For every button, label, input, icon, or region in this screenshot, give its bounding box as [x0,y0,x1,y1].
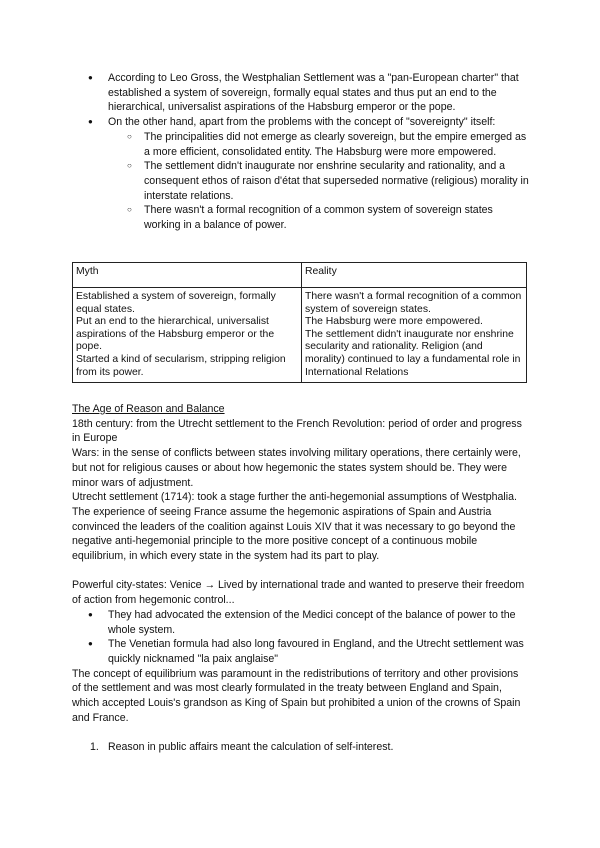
reality-line: There wasn't a formal recognition of a common system of sovereign states. [305,291,522,315]
reality-line: The settlement didn't inaugurate nor enshrine secularity and rationality. Religion (and morality) continued to lay a fundamental role in International Relations [305,328,521,378]
sub-list-item: ○ The principalities did not emerge as clearly sovereign, but the empire emerged as a more efficient, consolidated entity. The Habsburg were more empowered. [72,130,530,159]
paragraph-equilibrium: The concept of equilibrium was paramount in the redistributions of territory and other provisions of the settlement and was most clearly formulated in the treaty between England and Spain, which accepted Louis's grandson as King of Spain but prohibited a union of the crowns of Spain and France. [72,667,521,724]
myth-line: Put an end to the hierarchical, universalist aspirations of the Habsburg emperor or the pope. [76,316,275,353]
paragraph: Wars: in the sense of conflicts between states involving military operations, there certainly were, but not for religious causes or about how hegemonic the states system should be. They were minor wars of adjustment. [72,447,521,489]
table-header-myth: Myth [73,263,302,288]
sub-list-item: ○ The settlement didn't inaugurate nor enshrine secularity and rationality, and a consequent ethos of raison d'état that superseded normative (religious) morality in interstate relations. [72,159,530,203]
myth-line: Established a system of sovereign, formally equal states. [76,291,276,315]
list-item: ● According to Leo Gross, the Westphalian Settlement was a "pan-European charter" that established a system of sovereign, formally equal states and thus put an end to the hierarchical, universalist aspirations of the Habsburg emperor or the pope. [72,71,530,115]
myth-reality-table [72,262,527,383]
reality-cell [302,288,527,383]
section-age-of-reason [72,402,530,755]
numbered-item [72,740,530,755]
sub-list-item: ○ There wasn't a formal recognition of a common system of sovereign states working in a balance of power. [72,203,530,232]
top-bullet-list [72,71,530,233]
item-number: 1. [90,741,99,754]
table-header-reality: Reality [302,263,527,288]
list-item: ● They had advocated the extension of the Medici concept of the balance of power to the whole system. [72,608,530,637]
list-item: ● The Venetian formula had also long favoured in England, and the Utrecht settlement was quickly nicknamed "la paix anglaise" [72,637,530,666]
paragraph: The experience of seeing France assume the hegemonic aspirations of Spain and Austria convinced the leaders of the coalition against Louis XIV that it was necessary to go beyond the negative anti-hegemonial principle to the more positive concept of a continuous mobile equilibrium, in which every state in the system had its part to play. [72,505,516,563]
myth-cell [73,288,302,383]
paragraph-city-states: Powerful city-states: Venice → Lived by international trade and wanted to preserve their freedom of action from hegemonic control... [72,579,525,607]
list-item: ● On the other hand, apart from the problems with the concept of "sovereignty" itself: [72,115,530,130]
paragraph: 18th century: from the Utrecht settlement to the French Revolution: period of order and progress in Europe [72,417,522,445]
item-text: Reason in public affairs meant the calculation of self-interest. [108,741,394,754]
reality-line: The Habsburg were more empowered. [305,316,483,328]
paragraph: Utrecht settlement (1714): took a stage further the anti-hegemonial assumptions of Westphalia. [72,491,517,504]
section-heading: The Age of Reason and Balance [72,403,225,415]
myth-line: Started a kind of secularism, stripping religion from its power. [76,353,286,378]
